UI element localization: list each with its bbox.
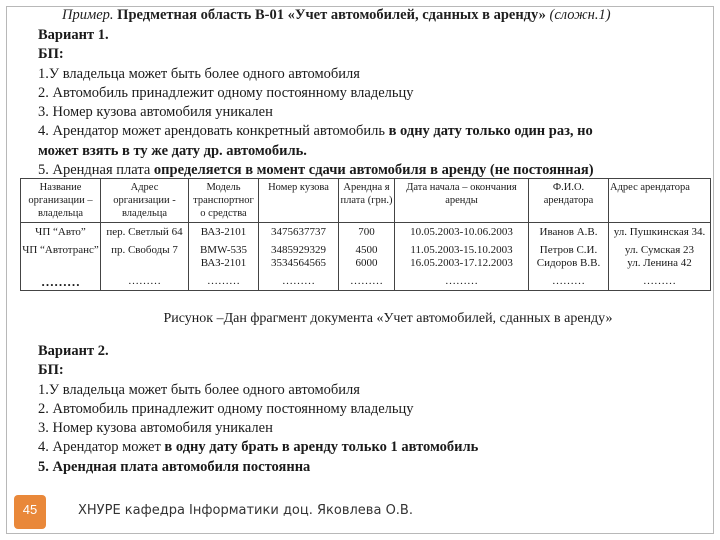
column-header-model: Модель транспортног о средства — [189, 179, 259, 223]
table-cell: ЧП “Автотранс” — [21, 241, 101, 272]
variant-2-bp-label: БП: — [38, 362, 64, 379]
column-header-org-address: Адрес организации - владельца — [101, 179, 189, 223]
variant-1-rule-2: 2. Автомобиль принадлежит одному постоянному владельцу — [38, 84, 414, 101]
variant-2-rule-4 — [38, 438, 698, 457]
table-header-row — [21, 179, 711, 223]
variant-2-rule-3: 3. Номер кузова автомобиля уникален — [38, 420, 273, 437]
document-table — [20, 178, 711, 291]
variant-1-rule-5-emphasis: определяется в момент сдачи автомобиля в аренду (не постоянная) — [153, 162, 594, 179]
variant-1-rule-4-start: 4. Арендатор может арендовать конкретный автомобиль — [38, 123, 385, 140]
variant-2-title: Вариант 2. — [38, 343, 109, 359]
table-row-2 — [21, 241, 711, 272]
variant-2-block — [38, 342, 698, 477]
variant-1-title: Вариант 1. — [38, 27, 109, 43]
footer-text: ХНУРЕ кафедра Інформатики доц. Яковлева О.В. — [78, 503, 413, 518]
variant-2-rule-2: 2. Автомобиль принадлежит одному постоянному владельцу — [38, 400, 414, 417]
table-cell: ……… — [529, 272, 609, 291]
table-cell: 3475637737 — [259, 223, 339, 242]
variant-1-rule-4-continuation: может взять в ту же дату др. автомобиль. — [38, 142, 307, 159]
variant-2-rule-1: 1.У владельца может быть более одного автомобиля — [38, 381, 360, 398]
table-cell: ……… — [339, 272, 395, 291]
table-cell: Иванов А.В. — [529, 223, 609, 242]
table-cell: ……… — [259, 272, 339, 291]
column-header-org-name: Название организации – владельца — [21, 179, 101, 223]
table-cell: ……… — [609, 272, 711, 291]
heading-main: Предметная область В-01 «Учет автомобилей, сданных в аренду» — [117, 7, 546, 23]
column-header-body-number: Номер кузова — [259, 179, 339, 223]
table-cell: 4500 6000 — [339, 241, 395, 272]
table-row-3 — [21, 272, 711, 291]
table-cell: ул. Пушкинская 34. — [609, 223, 711, 242]
heading-prefix: Пример. — [62, 7, 114, 23]
table-cell: ……… — [189, 272, 259, 291]
table-cell: BMW-535 ВАЗ-2101 — [189, 241, 259, 272]
variant-1-rule-3: 3. Номер кузова автомобиля уникален — [38, 104, 273, 121]
table-cell: ЧП “Авто” — [21, 223, 101, 242]
table-cell: 10.05.2003-10.06.2003 — [395, 223, 529, 242]
table-cell: 700 — [339, 223, 395, 242]
variant-1-block — [38, 26, 698, 180]
table-cell: ……… — [101, 272, 189, 291]
page-number-badge: 45 — [14, 495, 46, 529]
variant-2-rule-5: 5. Арендная плата автомобиля постоянна — [38, 458, 311, 475]
variant-1-bp-label: БП: — [38, 46, 64, 63]
table-cell: ……… — [21, 272, 101, 291]
column-header-tenant-address: Адрес арендатора — [609, 179, 711, 223]
column-header-tenant-name: Ф.И.О. арендатора — [529, 179, 609, 223]
figure-caption: Рисунок –Дан фрагмент документа «Учет автомобилей, сданных в аренду» — [163, 311, 613, 326]
heading-suffix: (сложн.1) — [549, 7, 611, 23]
variant-1-rule-5-start: 5. Арендная плата — [38, 162, 151, 179]
variant-1-rule-1: 1.У владельца может быть более одного автомобиля — [38, 65, 360, 82]
column-header-rent: Арендна я плата (грн.) — [339, 179, 395, 223]
variant-2-rule-4-emphasis: в одну дату брать в аренду только 1 автомобиль — [164, 439, 479, 456]
table-cell: ул. Сумская 23 ул. Ленина 42 — [609, 241, 711, 272]
table-cell: пр. Свободы 7 — [101, 241, 189, 272]
table-row-1 — [21, 223, 711, 242]
variant-1-rule-4-emphasis: в одну дату только один раз, но — [388, 123, 593, 140]
slide-heading — [62, 7, 712, 24]
table-cell: ВАЗ-2101 — [189, 223, 259, 242]
table-cell: 3485929329 3534564565 — [259, 241, 339, 272]
table-cell: Петров С.И. Сидоров В.В. — [529, 241, 609, 272]
table-cell: ……… — [395, 272, 529, 291]
variant-1-rule-4 — [38, 122, 698, 141]
table-cell: 11.05.2003-15.10.2003 16.05.2003-17.12.2003 — [395, 241, 529, 272]
variant-2-rule-4-start: 4. Арендатор может — [38, 439, 161, 456]
column-header-dates: Дата начала – окончания аренды — [395, 179, 529, 223]
table-cell: пер. Светлый 64 — [101, 223, 189, 242]
